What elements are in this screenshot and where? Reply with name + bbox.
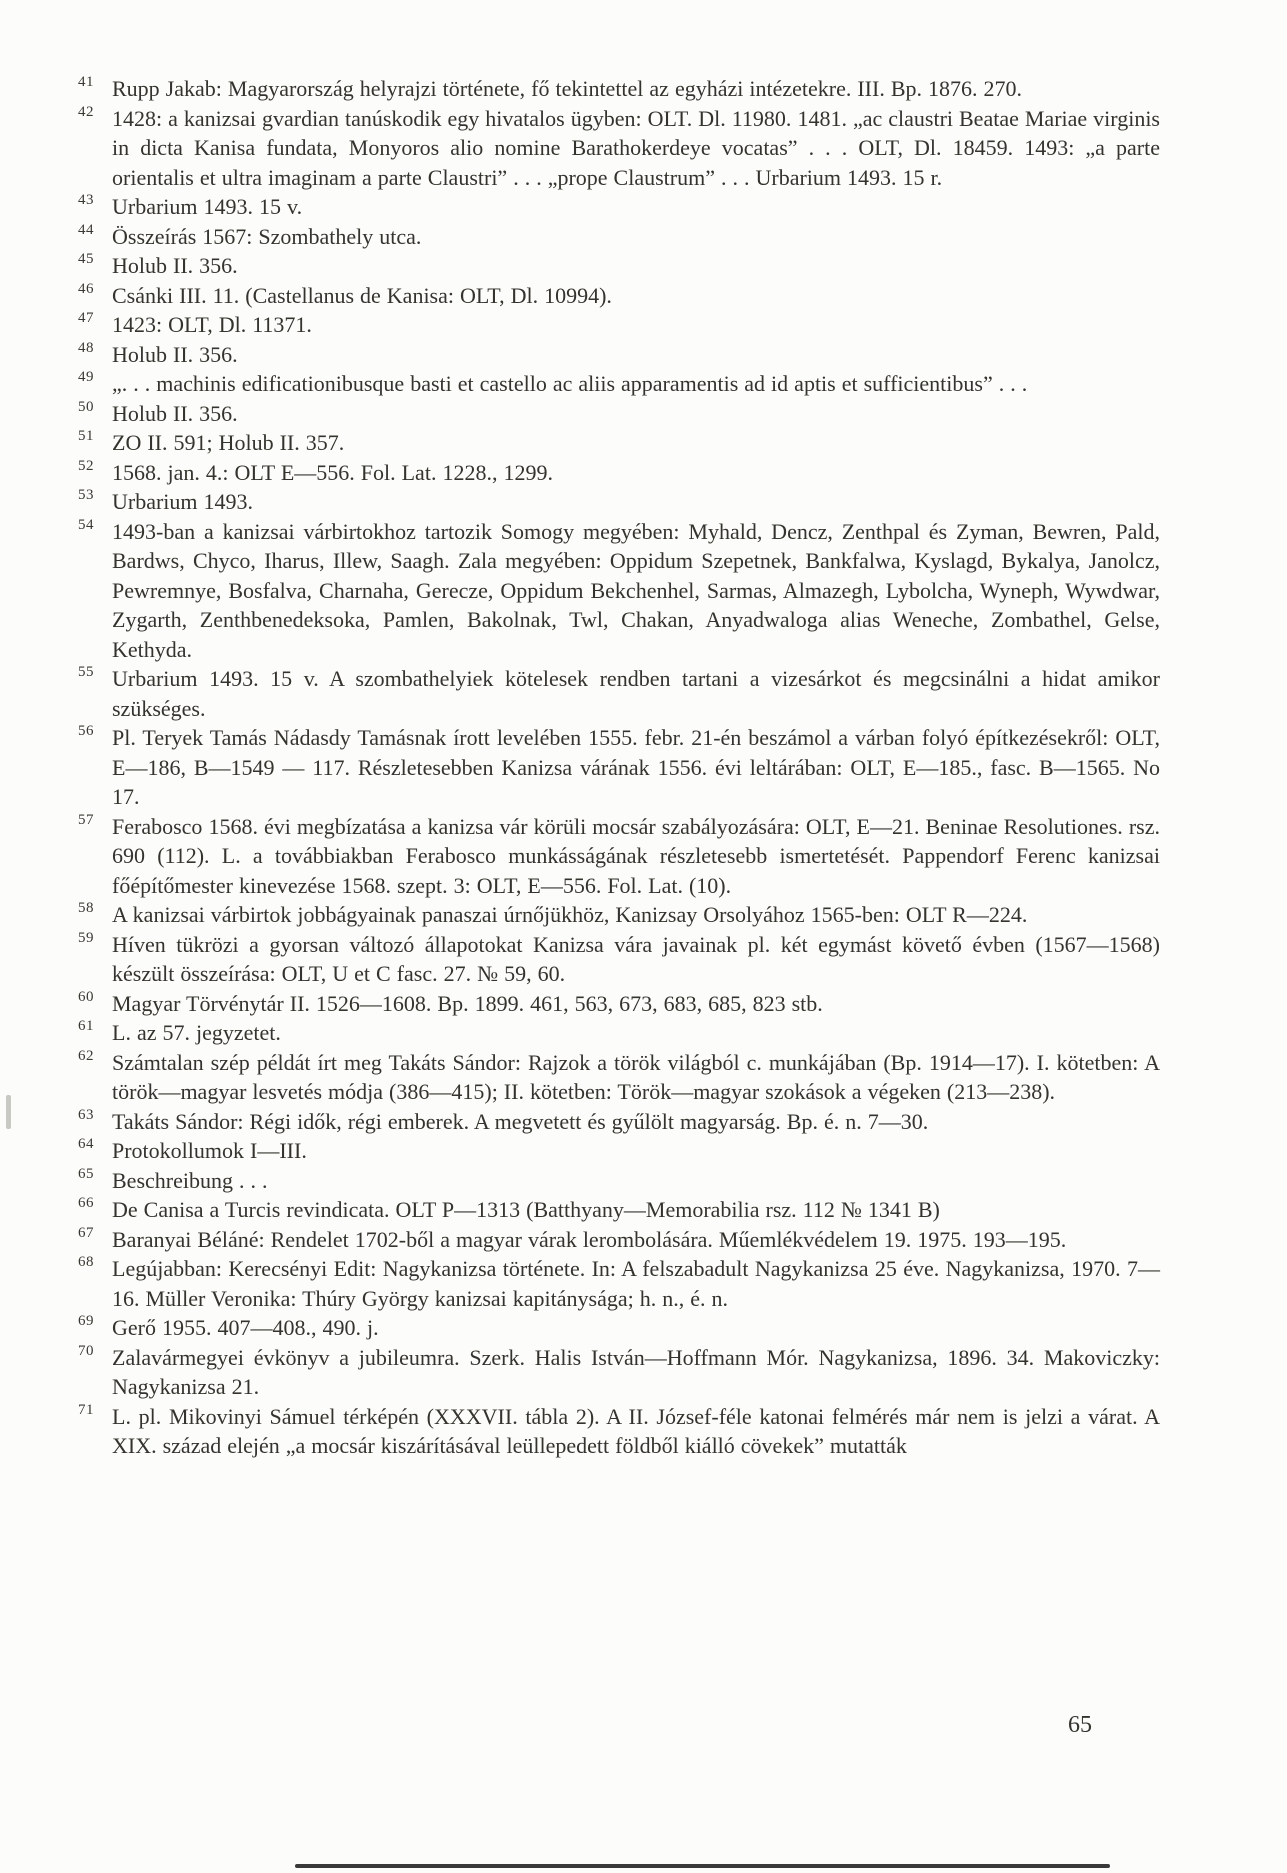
footnote-text: L. az 57. jegyzetet. <box>112 1020 281 1045</box>
footnote-item <box>78 1254 1160 1313</box>
footnote-text: Számtalan szép példát írt meg Takáts Sándor: Rajzok a török világból c. munkájában (Bp. 1914—17). I. kötetben: A török—magyar lesvetés módja (386—415); II. kötetben: Török—magyar szokások a végeken (213—238). <box>112 1049 1160 1104</box>
footnote-number: 69 <box>78 1313 94 1329</box>
footnote-item <box>78 1136 1160 1166</box>
footnote-text: 1493-ban a kanizsai várbirtokhoz tartozik Somogy megyében: Myhald, Dencz, Zenthpal és Zyman, Bewren, Pald, Bardws, Chyco, Iharus, Illew, Saagh. Zala megyében: Oppidum Szepetnek, Bankfalwa, Kyslagd, Bykalya, Janolcz, Pewremnye, Bosfalva, Charnaha, Gerecze, Oppidum Bekchenhel, Sarmas, Almazegh, Lybolcha, Wyneph, Wywdwar, Zygarth, Zenthbenedeksoka, Pamlen, Bakolnak, Twl, Chakan, Anyadwaloga alias Weneche, Zombathel, Gelse, Kethyda. <box>112 518 1160 662</box>
footnote-item <box>78 428 1160 458</box>
footnote-number: 64 <box>78 1136 94 1152</box>
footnote-number: 47 <box>78 310 94 326</box>
footnote-number: 55 <box>78 664 94 680</box>
footnote-item <box>78 399 1160 429</box>
footnote-text: 1428: a kanizsai gvardian tanúskodik egy hivatalos ügyben: OLT. Dl. 11980. 1481. „ac claustri Beatae Mariae virginis in dicta Kanisa fundata, Monyoros alio nomine Barathokerdeye vocatas” . . . OLT, Dl. 18459. 1493: „a parte orientalis et ultra imaginam a parte Claustri” . . . „prope Claustrum” . . . Urbarium 1493. 15 r. <box>112 105 1160 190</box>
footnote-text: 1568. jan. 4.: OLT E—556. Fol. Lat. 1228., 1299. <box>112 459 553 485</box>
footnote-text: L. pl. Mikovinyi Sámuel térképén (XXXVII. tábla 2). A II. József-féle katonai felmérés már nem is jelzi a várat. A XIX. század elején „a mocsár kiszárításával leüllepedett földből kiálló cövekek” mutatták <box>112 1403 1160 1458</box>
footnote-text: Holub II. 356. <box>112 341 238 367</box>
footnote-text: Zalavármegyei évkönyv a jubileumra. Szerk. Halis István—Hoffmann Mór. Nagykanizsa, 1896. 34. Makoviczky: Nagykanizsa 21. <box>112 1344 1160 1399</box>
footnote-text: Holub II. 356. <box>112 400 238 426</box>
footnote-item <box>78 104 1160 193</box>
footnote-text: Protokollumok I—III. <box>112 1138 307 1163</box>
footnote-number: 67 <box>78 1224 94 1241</box>
footnote-number: 48 <box>78 339 94 356</box>
footnote-item <box>78 1402 1160 1461</box>
footnote-number: 53 <box>78 487 94 503</box>
footnote-item <box>78 723 1160 812</box>
footnote-item <box>78 1166 1160 1196</box>
footnote-text: 1423: OLT, Dl. 11371. <box>112 312 312 337</box>
footnote-item <box>78 340 1160 370</box>
footnote-item <box>78 74 1160 104</box>
footnote-list <box>78 74 1160 1461</box>
footnote-number: 43 <box>78 192 94 208</box>
footnote-number: 62 <box>78 1047 94 1064</box>
footnote-text: Csánki III. 11. (Castellanus de Kanisa: OLT, Dl. 10994). <box>112 282 612 308</box>
footnote-number: 68 <box>78 1254 94 1270</box>
footnote-number: 50 <box>78 398 94 415</box>
footnote-text: „. . . machinis edificationibusque basti et castello ac aliis apparamentis ad id aptis et sufficientibus” . . . <box>112 371 1028 396</box>
footnote-item <box>78 1048 1160 1107</box>
footnote-number: 52 <box>78 457 94 474</box>
footnote-number: 49 <box>78 369 94 385</box>
footnote-item <box>78 664 1160 723</box>
footnote-number: 66 <box>78 1195 94 1211</box>
footnote-item <box>78 1195 1160 1225</box>
footnote-number: 60 <box>78 988 94 1005</box>
footnote-item <box>78 812 1160 901</box>
scan-artifact-line <box>295 1864 1110 1868</box>
footnote-item <box>78 989 1160 1019</box>
footnote-text: Összeírás 1567: Szombathely utca. <box>112 223 422 249</box>
footnote-item <box>78 458 1160 488</box>
footnote-item <box>78 310 1160 340</box>
footnote-text: Magyar Törvénytár II. 1526—1608. Bp. 1899. 461, 563, 673, 683, 685, 823 stb. <box>112 990 823 1016</box>
footnote-item <box>78 1313 1160 1343</box>
footnote-number: 46 <box>78 280 94 297</box>
page-number: 65 <box>1068 1712 1092 1738</box>
footnote-text: Legújabban: Kerecsényi Edit: Nagykanizsa története. In: A felszabadult Nagykanizsa 25 éve. Nagykanizsa, 1970. 7—16. Müller Veronika: Thúry György kanizsai kapitánysága; h. n., é. n. <box>112 1256 1160 1311</box>
footnote-number: 56 <box>78 723 94 739</box>
footnote-item <box>78 251 1160 281</box>
footnote-item <box>78 930 1160 989</box>
footnote-item <box>78 1018 1160 1048</box>
footnote-text: De Canisa a Turcis revindicata. OLT P—1313 (Batthyany—Memorabilia rsz. 112 № 1341 B) <box>112 1197 940 1222</box>
footnote-number: 41 <box>78 74 94 90</box>
footnote-item <box>78 222 1160 252</box>
footnote-number: 51 <box>78 428 94 444</box>
footnote-number: 71 <box>78 1401 94 1418</box>
footnote-text: A kanizsai várbirtok jobbágyainak panaszai úrnőjükhöz, Kanizsay Orsolyához 1565-ben: OLT R—224. <box>112 902 1028 927</box>
footnote-text: Rupp Jakab: Magyarország helyrajzi története, fő tekintettel az egyházi intézetekre. III. Bp. 1876. 270. <box>112 76 1022 101</box>
footnote-text: Híven tükrözi a gyorsan változó állapotokat Kanizsa vára javainak pl. két egymást követő évben (1567—1568) készült összeírása: OLT, U et C fasc. 27. № 59, 60. <box>112 931 1160 986</box>
footnote-number: 63 <box>78 1106 94 1123</box>
footnote-number: 70 <box>78 1342 94 1359</box>
footnote-item <box>78 192 1160 222</box>
footnote-item <box>78 517 1160 665</box>
footnote-number: 45 <box>78 251 94 267</box>
footnote-number: 59 <box>78 929 94 946</box>
footnote-item <box>78 1225 1160 1255</box>
footnote-item <box>78 281 1160 311</box>
footnote-number: 42 <box>78 103 94 120</box>
footnote-text: Holub II. 356. <box>112 253 238 278</box>
footnote-number: 58 <box>78 900 94 916</box>
footnote-number: 65 <box>78 1165 94 1182</box>
footnote-text: Pl. Teryek Tamás Nádasdy Tamásnak írott levelében 1555. febr. 21-én beszámol a várban folyó építkezésekről: OLT, E—186, B—1549 — 117. Részletesebben Kanizsa várának 1556. évi leltárában: OLT, E—185., fasc. B—1565. No 17. <box>112 725 1160 809</box>
footnote-item <box>78 1343 1160 1402</box>
footnote-text: Takáts Sándor: Régi idők, régi emberek. A megvetett és gyűlölt magyarság. Bp. é. n. 7—30. <box>112 1108 929 1134</box>
footnote-text: Urbarium 1493. <box>112 489 254 514</box>
scan-artifact-speck <box>6 1095 11 1129</box>
footnote-item <box>78 1107 1160 1137</box>
footnote-item <box>78 487 1160 517</box>
footnote-text: Baranyai Béláné: Rendelet 1702-ből a magyar várak lerombolására. Műemlékvédelem 19. 1975. 193—195. <box>112 1226 1067 1252</box>
footnote-text: Gerő 1955. 407—408., 490. j. <box>112 1315 379 1340</box>
footnote-text: Ferabosco 1568. évi megbízatása a kanizsa vár körüli mocsár szabályozására: OLT, E—21. Beninae Resolutiones. rsz. 690 (112). L. a továbbiakban Ferabosco munkásságának részletesebb ismertetését. Pappendorf Ferenc kanizsai főépítőmester kinevezése 1568. szept. 3: OLT, E—556. Fol. Lat. (10). <box>112 813 1160 898</box>
footnote-number: 61 <box>78 1018 94 1034</box>
footnote-text: Beschreibung . . . <box>112 1167 268 1193</box>
footnote-number: 54 <box>78 516 94 533</box>
footnote-text: Urbarium 1493. 15 v. A szombathelyiek kötelesek rendben tartani a vizesárkot és megcsinálni a hidat amikor szükséges. <box>112 666 1160 721</box>
footnote-text: ZO II. 591; Holub II. 357. <box>112 430 345 455</box>
footnote-item <box>78 900 1160 930</box>
footnote-text: Urbarium 1493. 15 v. <box>112 194 303 219</box>
footnote-number: 44 <box>78 221 94 238</box>
footnote-item <box>78 369 1160 399</box>
footnote-number: 57 <box>78 811 94 828</box>
